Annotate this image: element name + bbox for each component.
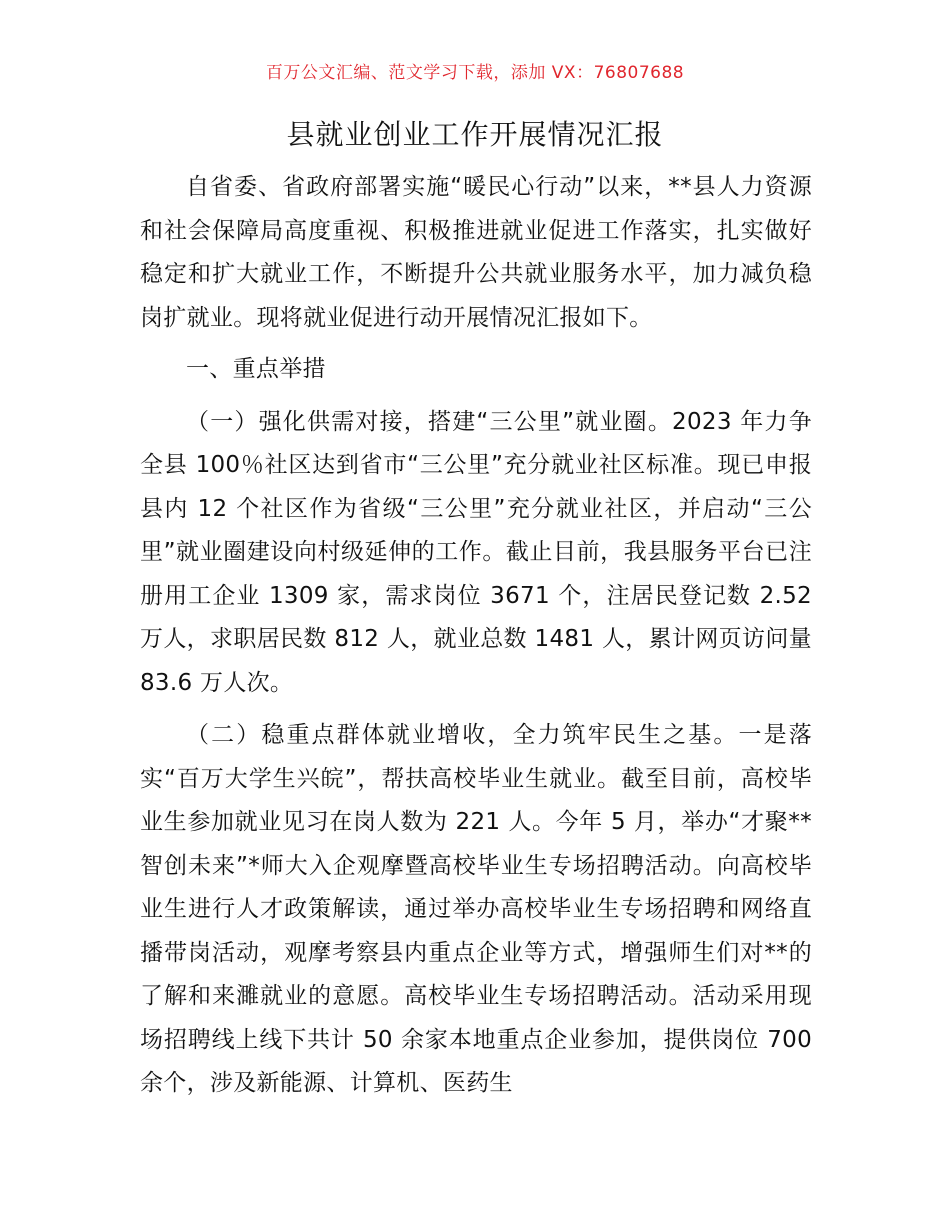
document-body: [140, 166, 812, 1106]
section-heading: 一、重点举措: [186, 356, 326, 382]
measure-paragraph-1: （一）强化供需对接，搭建“三公里”就业圈。2023 年力争全县 100％社区达到省市“三公里”充分就业社区标准。现已申报县内 12 个社区作为省级“三公里”充分就业社区，并启动“三公里”就业圈建设向村级延伸的工作。截止目前，我县服务平台已注册用工企业 1309 家，需求岗位 3671 个，注居民登记数 2.52 万人，求职居民数 812 人，就业总数 1481 人，累计网页访问量 83.6 万人次。: [140, 408, 812, 696]
intro-paragraph: 自省委、省政府部署实施“暖民心行动”以来，**县人力资源和社会保障局高度重视、积极推进就业促进工作落实，扎实做好稳定和扩大就业工作，不断提升公共就业服务水平，加力减负稳岗扩就业。现将就业促进行动开展情况汇报如下。: [140, 174, 812, 331]
header-watermark-note: 百万公文汇编、范文学习下载，添加 VX：76807688: [265, 63, 685, 83]
measure-paragraph-2: （二）稳重点群体就业增收，全力筑牢民生之基。一是落实“百万大学生兴皖”，帮扶高校毕业生就业。截至目前，高校毕业生参加就业见习在岗人数为 221 人。今年 5 月，举办“才聚**智创未来”*师大入企观摩暨高校毕业生专场招聘活动。向高校毕业生进行人才政策解读，通过举办高校毕业生专场招聘和网络直播带岗活动，观摩考察县内重点企业等方式，增强师生们对**的了解和来濉就业的意愿。高校毕业生专场招聘活动。活动采用现场招聘线上线下共计 50 余家本地重点企业参加，提供岗位 700 余个，涉及新能源、计算机、医药生: [140, 722, 812, 1096]
page-title: 县就业创业工作开展情况汇报: [286, 118, 664, 151]
